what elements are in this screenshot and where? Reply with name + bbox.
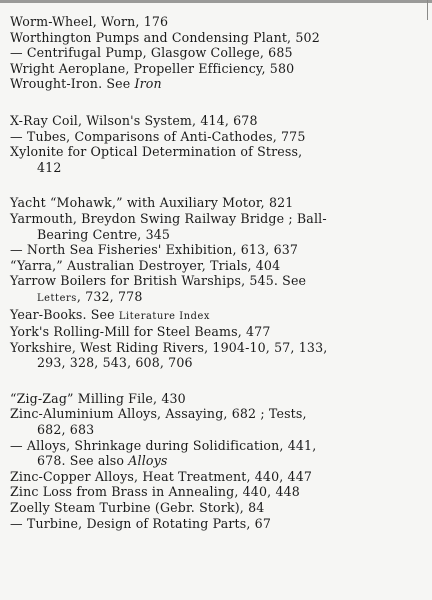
index-entry-continuation [10,227,432,243]
index-section-x [10,113,432,175]
entry-text: — Turbine, Design of Rotating Parts, 67 [10,515,271,531]
index-entry [10,484,432,500]
index-entry-continuation [10,160,432,176]
entry-text: Yorkshire, West Riding Rivers, 1904-10, 57, 133, [10,339,328,355]
cross-reference-italic: Alloys [128,453,168,469]
index-entry [10,30,432,46]
entry-text: — Tubes, Comparisons of Anti-Cathodes, 775 [10,128,306,144]
entry-text: Year-Books. See [10,306,119,322]
entry-text: , 732, 778 [76,288,143,304]
index-entry [10,76,432,92]
index-entry [10,242,432,258]
entry-text: York's Rolling-Mill for Steel Beams, 477 [10,324,271,340]
top-rule [0,0,432,3]
index-entry [10,195,432,211]
index-entry [10,406,432,422]
index-entry [10,211,432,227]
index-entry-continuation [10,355,432,371]
index-entry [10,500,432,516]
index-entry [10,14,432,30]
entry-text: 682, 683 [37,422,95,438]
entry-text: Wrought-Iron. See [10,76,135,92]
index-entry [10,324,432,340]
entry-text: Worm-Wheel, Worn, 176 [10,14,169,29]
entry-text: Wright Aeroplane, Propeller Efficiency, 580 [10,60,295,76]
index-entry [10,469,432,485]
index-entry [10,273,432,289]
entry-text: “Zig-Zag” Milling File, 430 [10,390,186,406]
index-section-y [10,195,432,371]
entry-text: Zoelly Steam Turbine (Gebr. Stork), 84 [10,500,265,516]
cross-reference-smallcaps: Letters [37,292,77,304]
index-entry [10,340,432,356]
entry-text: Zinc-Copper Alloys, Heat Treatment, 440, 447 [10,468,313,484]
entry-text: “Yarra,” Australian Destroyer, Trials, 404 [10,257,281,273]
index-entry [10,61,432,77]
entry-text: Yarrow Boilers for British Warships, 545. See [10,273,307,289]
right-rule [427,0,428,20]
index-entry-continuation [10,422,432,438]
entry-text: Bearing Centre, 345 [37,226,171,242]
entry-text: Yacht “Mohawk,” with Auxiliary Motor, 821 [10,195,294,211]
cross-reference-italic: Iron [134,76,162,92]
entry-text: Xylonite for Optical Determination of Stress, [10,144,303,160]
index-entry [10,45,432,61]
index-section-z [10,391,432,531]
cross-reference-smallcaps: Literature Index [118,310,211,322]
entry-text: Yarmouth, Breydon Swing Railway Bridge ; Ball- [10,210,327,226]
index-entry [10,516,432,532]
index-entry-continuation [10,453,432,469]
index-entry [10,113,432,129]
entry-text: — Alloys, Shrinkage during Solidification, 441, [10,437,317,453]
index-entry [10,258,432,274]
entry-text: — Centrifugal Pump, Glasgow College, 685 [10,45,293,61]
entry-text: Zinc-Aluminium Alloys, Assaying, 682 ; Tests, [10,406,307,422]
entry-text: Zinc Loss from Brass in Annealing, 440, 448 [10,484,300,500]
index-entry [10,438,432,454]
entry-text: Worthington Pumps and Condensing Plant, 502 [10,29,320,45]
index-entry [10,391,432,407]
index-body [10,14,432,531]
entry-text: 293, 328, 543, 608, 706 [37,355,193,371]
index-entry-continuation [10,289,432,307]
index-entry [10,307,432,325]
index-entry [10,129,432,145]
entry-text: — North Sea Fisheries' Exhibition, 613, 637 [10,242,299,258]
entry-text: 412 [37,159,62,175]
index-section-w [10,14,432,92]
entry-text: X-Ray Coil, Wilson's System, 414, 678 [10,112,258,128]
entry-text: 678. See also [37,453,129,469]
index-entry [10,144,432,160]
